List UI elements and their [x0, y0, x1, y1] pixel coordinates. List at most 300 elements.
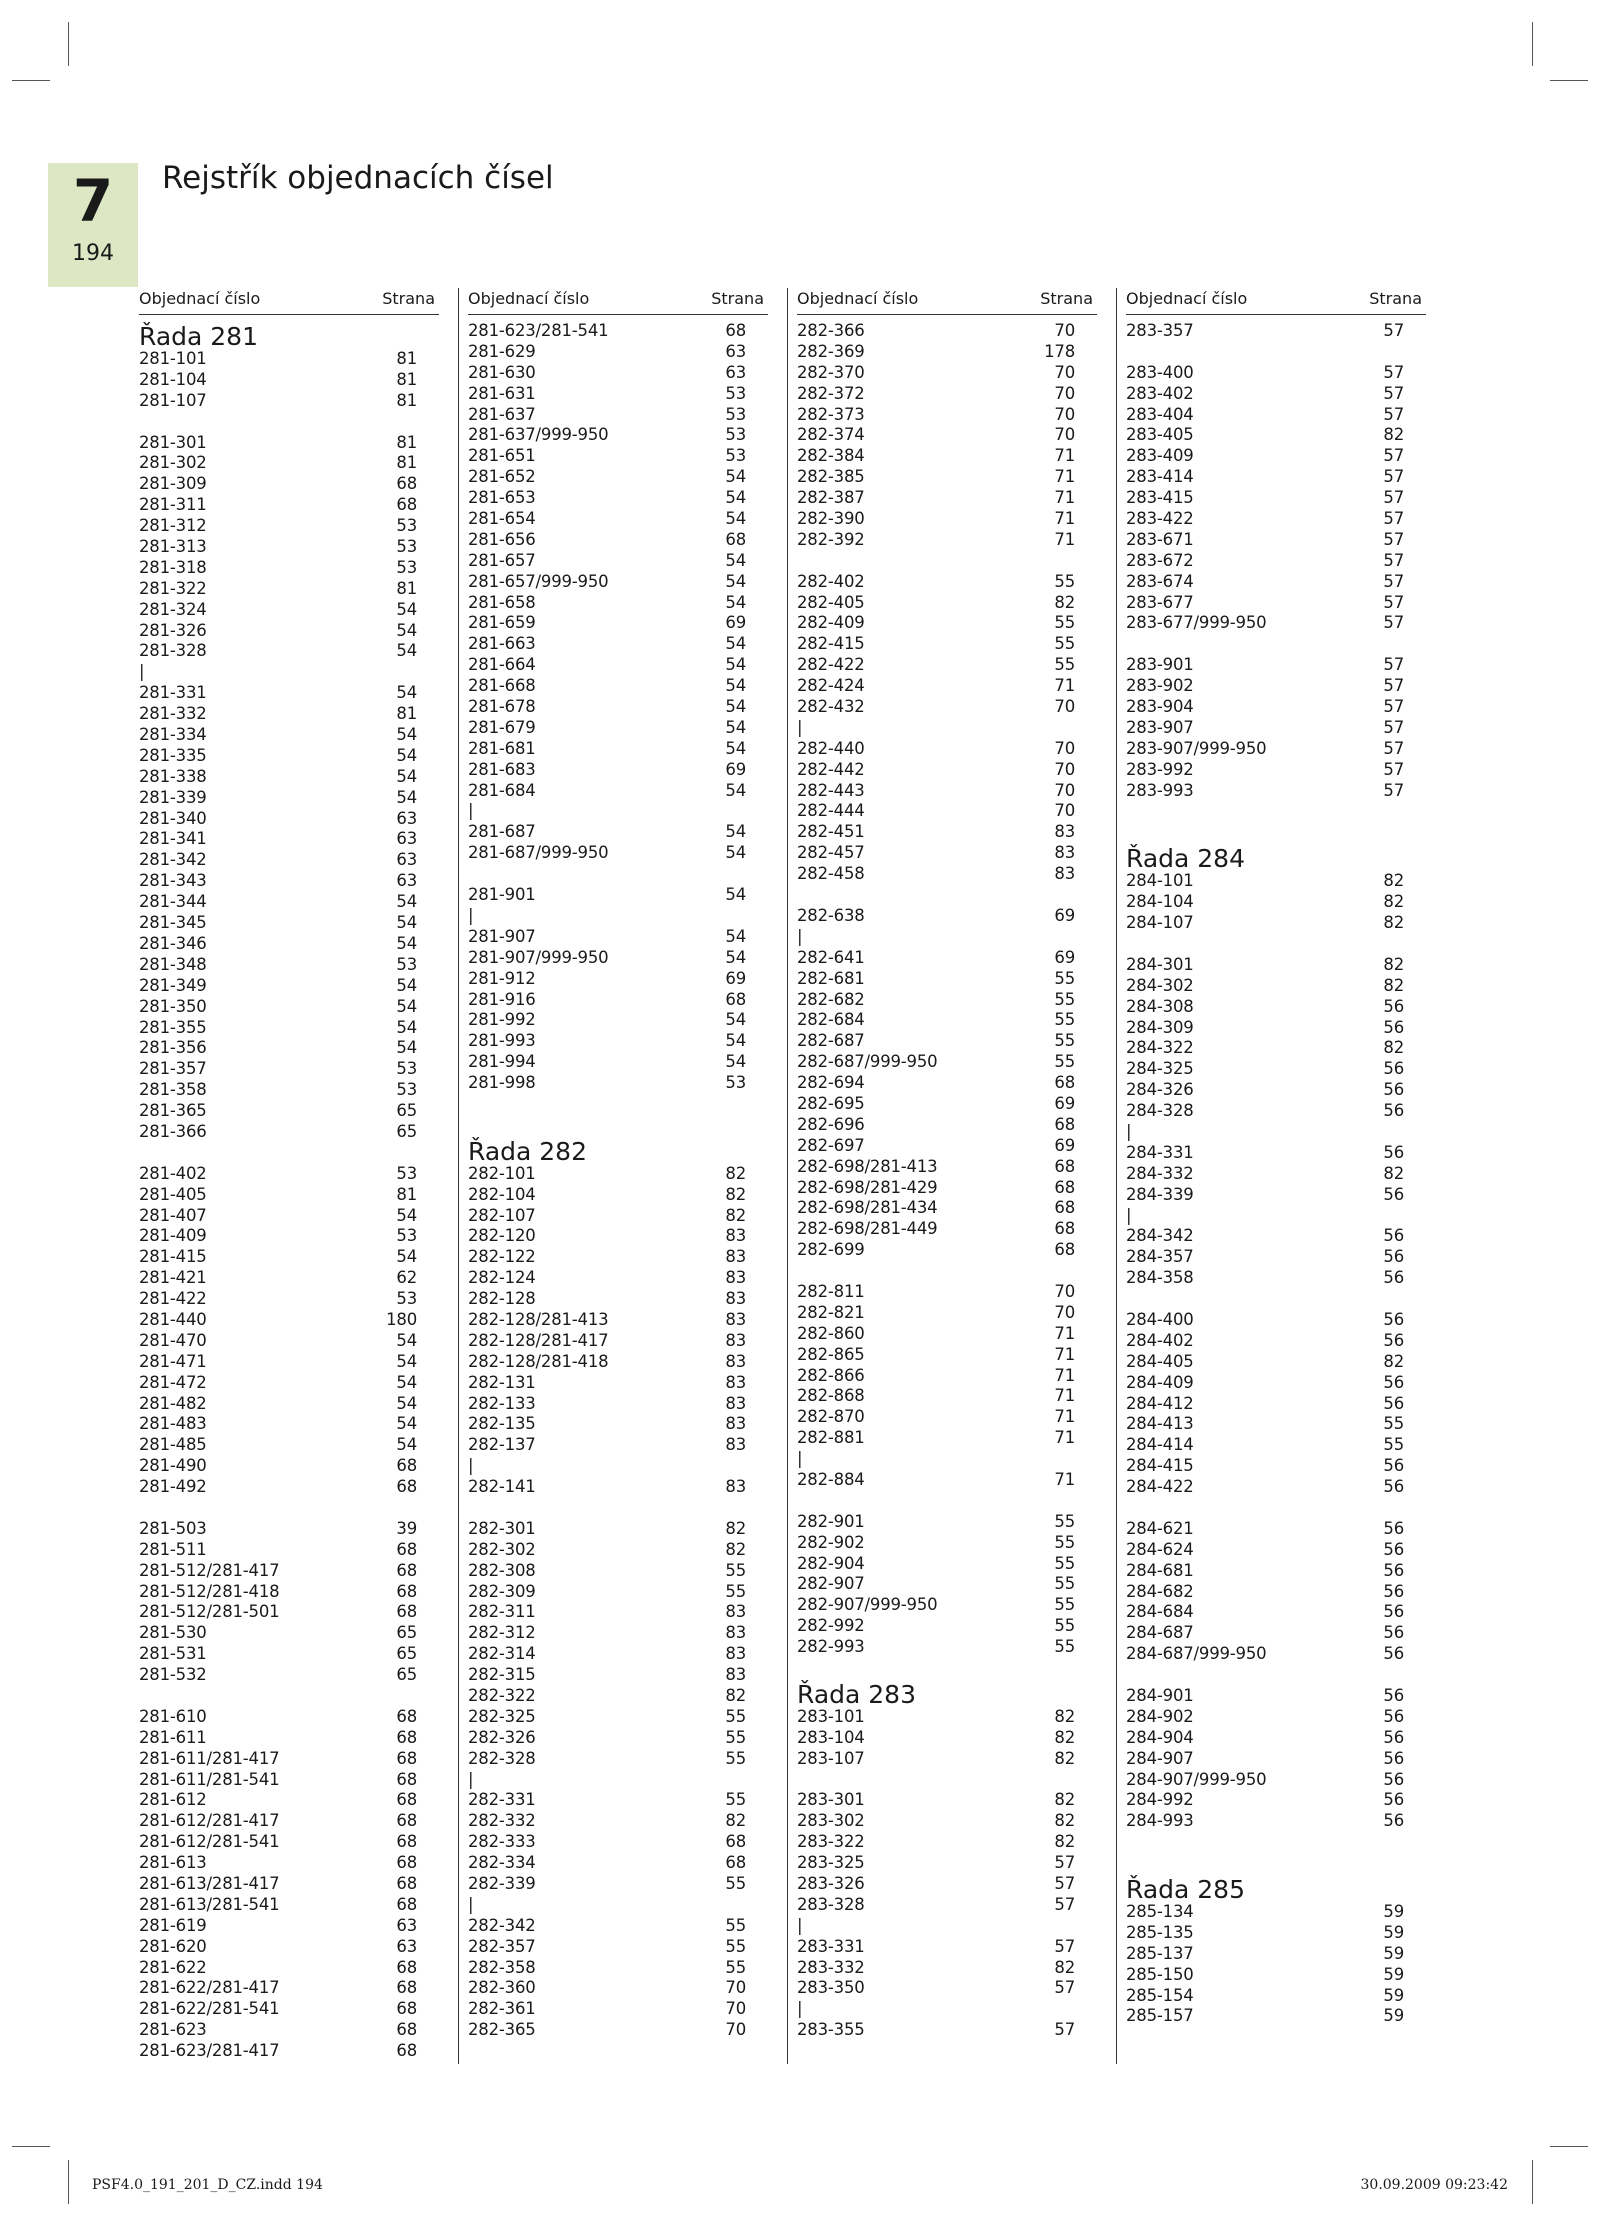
- page-ref: 56: [1383, 1623, 1404, 1643]
- order-number: 284-405: [1126, 1351, 1194, 1371]
- order-number: 282-902: [797, 1532, 865, 1552]
- page-ref: 57: [1383, 362, 1404, 382]
- list-item: [1126, 1644, 1426, 1665]
- page-ref: 69: [725, 613, 746, 633]
- page-ref: 56: [1383, 1080, 1404, 1100]
- page-ref: 81: [396, 578, 417, 598]
- page-ref: 55: [1054, 1637, 1075, 1657]
- list-item: [797, 1937, 1097, 1958]
- order-number: 283-332: [797, 1957, 865, 1977]
- order-number: 282-124: [468, 1268, 536, 1288]
- list-item: [468, 425, 768, 446]
- spacer: [139, 1143, 439, 1164]
- page-ref: 55: [725, 1874, 746, 1894]
- list-item: [797, 1136, 1097, 1157]
- order-number: 282-104: [468, 1184, 536, 1204]
- page-ref: 59: [1383, 1964, 1404, 1984]
- list-item: [468, 1561, 768, 1582]
- list-item: [468, 1206, 768, 1227]
- column-header: [468, 284, 768, 315]
- order-number: 281-470: [139, 1330, 207, 1350]
- list-item: [1126, 1038, 1426, 1059]
- list-item: [468, 1352, 768, 1373]
- page-ref: 55: [1383, 1414, 1404, 1434]
- page-ref: 57: [1054, 1894, 1075, 1914]
- order-number: 281-355: [139, 1017, 207, 1037]
- order-number: 281-326: [139, 620, 207, 640]
- list-item: [1126, 488, 1426, 509]
- list-item: [1126, 1582, 1426, 1603]
- order-number: 283-414: [1126, 467, 1194, 487]
- list-item: [797, 990, 1097, 1011]
- list-item: [797, 509, 1097, 530]
- page-ref: [417, 662, 439, 683]
- order-number: 284-413: [1126, 1414, 1194, 1434]
- order-number: 282-432: [797, 697, 865, 717]
- order-number: 281-907: [468, 926, 536, 946]
- order-number: 281-322: [139, 578, 207, 598]
- page-ref: [1075, 927, 1097, 948]
- list-item: [139, 1289, 439, 1310]
- list-item: [468, 613, 768, 634]
- order-number: 281-622/281-541: [139, 1999, 280, 2019]
- list-item: [1126, 1728, 1426, 1749]
- page-ref: 82: [1054, 1706, 1075, 1726]
- page-ref: 57: [1054, 1978, 1075, 1998]
- order-number: 284-302: [1126, 975, 1194, 995]
- list-item: [139, 662, 439, 683]
- order-number: 284-322: [1126, 1038, 1194, 1058]
- page-ref: 54: [396, 913, 417, 933]
- list-item: [139, 1644, 439, 1665]
- page-ref: 71: [1054, 1365, 1075, 1385]
- page-ref: 81: [396, 1184, 417, 1204]
- list-item: [797, 1574, 1097, 1595]
- list-item: [1126, 1623, 1426, 1644]
- order-number: 281-405: [139, 1184, 207, 1204]
- list-item: [1126, 1247, 1426, 1268]
- page-ref: 68: [725, 989, 746, 1009]
- list-item: [139, 725, 439, 746]
- order-number: 282-137: [468, 1435, 536, 1455]
- list-item: [468, 321, 768, 342]
- list-item: [139, 349, 439, 370]
- index-list: [139, 315, 439, 2062]
- spacer: [1126, 822, 1426, 843]
- page-ref: 70: [1054, 383, 1075, 403]
- list-item: [139, 704, 439, 725]
- order-number: 284-422: [1126, 1477, 1194, 1497]
- list-item: [468, 822, 768, 843]
- page-ref: 70: [1054, 425, 1075, 445]
- column-header-page: Strana: [711, 289, 764, 308]
- page-ref: 54: [725, 717, 746, 737]
- order-number: 281-620: [139, 1936, 207, 1956]
- page-ref: 82: [725, 1205, 746, 1225]
- order-number: 281-512/281-417: [139, 1560, 280, 1580]
- list-item: [797, 718, 1097, 739]
- page-ref: 82: [1054, 1957, 1075, 1977]
- page-ref: 70: [1054, 1302, 1075, 1322]
- page-ref: 68: [396, 2020, 417, 2040]
- page-ref: 57: [1383, 738, 1404, 758]
- order-number: 282-339: [468, 1874, 536, 1894]
- order-number: 281-683: [468, 759, 536, 779]
- page-ref: 57: [1383, 446, 1404, 466]
- list-item: [139, 788, 439, 809]
- spacer: [1126, 1665, 1426, 1686]
- page-ref: 68: [1054, 1114, 1075, 1134]
- page-ref: 54: [725, 843, 746, 863]
- order-number: 282-322: [468, 1686, 536, 1705]
- list-item: [139, 474, 439, 495]
- page-ref: 68: [396, 1748, 417, 1768]
- order-number: 281-613/281-541: [139, 1894, 280, 1914]
- order-number: 281-687/999-950: [468, 843, 609, 863]
- list-item: [468, 801, 768, 822]
- page-ref: 82: [1383, 913, 1404, 933]
- list-item: [797, 1916, 1097, 1937]
- list-item: [139, 997, 439, 1018]
- list-item: [797, 1198, 1097, 1219]
- list-item: [1126, 1770, 1426, 1791]
- order-number: 281-318: [139, 557, 207, 577]
- order-number: |: [1126, 1121, 1132, 1141]
- order-number: 283-322: [797, 1832, 865, 1852]
- page-ref: 69: [725, 968, 746, 988]
- list-item: [139, 1185, 439, 1206]
- list-item: [139, 1373, 439, 1394]
- list-item: [468, 1749, 768, 1770]
- order-number: 283-405: [1126, 425, 1194, 445]
- list-item: [1126, 1018, 1426, 1039]
- page-ref: 82: [1054, 1727, 1075, 1747]
- order-number: 282-131: [468, 1372, 536, 1392]
- spacer: [797, 1770, 1097, 1791]
- list-item: [139, 558, 439, 579]
- order-number: 282-128: [468, 1289, 536, 1309]
- order-number: 281-324: [139, 599, 207, 619]
- page-ref: 54: [396, 1330, 417, 1350]
- list-item: [139, 1623, 439, 1644]
- index-column: [139, 284, 439, 2062]
- order-number: 281-492: [139, 1477, 207, 1497]
- list-item: [468, 1226, 768, 1247]
- order-number: 281-407: [139, 1205, 207, 1225]
- order-number: 283-992: [1126, 759, 1194, 779]
- list-item: [797, 1428, 1097, 1449]
- order-number: 282-357: [468, 1936, 536, 1956]
- page-ref: 68: [396, 1769, 417, 1789]
- order-number: |: [468, 1769, 474, 1789]
- page-ref: 68: [725, 1832, 746, 1852]
- list-item: [139, 850, 439, 871]
- list-item: [139, 1247, 439, 1268]
- page-ref: 55: [725, 1560, 746, 1580]
- page-ref: 70: [1054, 321, 1075, 340]
- page-ref: [746, 801, 768, 822]
- page-ref: 82: [1054, 1832, 1075, 1852]
- list-item: [139, 1435, 439, 1456]
- spacer: [797, 885, 1097, 906]
- order-number: 281-678: [468, 697, 536, 717]
- spacer: [1126, 1832, 1426, 1853]
- order-number: 282-326: [468, 1727, 536, 1747]
- list-item: [468, 760, 768, 781]
- page-ref: 63: [396, 871, 417, 891]
- list-item: [139, 1582, 439, 1603]
- list-item: [797, 1790, 1097, 1811]
- list-item: [468, 1010, 768, 1031]
- page-ref: 83: [725, 1665, 746, 1685]
- list-item: [468, 488, 768, 509]
- list-item: [797, 405, 1097, 426]
- order-number: 282-866: [797, 1365, 865, 1385]
- list-item: [468, 1289, 768, 1310]
- order-number: 281-907/999-950: [468, 947, 609, 967]
- page-ref: 70: [1054, 780, 1075, 800]
- order-number: 285-137: [1126, 1943, 1194, 1963]
- list-item: [1126, 1790, 1426, 1811]
- page-ref: 53: [725, 383, 746, 403]
- page-ref: 54: [725, 885, 746, 905]
- page-ref: 56: [1383, 1477, 1404, 1497]
- list-item: [468, 1456, 768, 1477]
- page-ref: 69: [1054, 1093, 1075, 1113]
- order-number: 281-916: [468, 989, 536, 1009]
- page-ref: 56: [1383, 1727, 1404, 1747]
- list-item: [1126, 1080, 1426, 1101]
- order-number: 282-331: [468, 1790, 536, 1810]
- page-ref: 68: [396, 474, 417, 494]
- order-number: 281-637/999-950: [468, 425, 609, 445]
- page-ref: 57: [1383, 676, 1404, 696]
- page-ref: 68: [396, 2041, 417, 2061]
- order-number: 281-338: [139, 766, 207, 786]
- list-item: [139, 892, 439, 913]
- list-item: [797, 1157, 1097, 1178]
- order-number: 284-993: [1126, 1811, 1194, 1831]
- page-ref: 53: [725, 425, 746, 445]
- list-item: [139, 913, 439, 934]
- page-ref: 71: [1054, 1344, 1075, 1364]
- order-number: |: [139, 662, 145, 682]
- page-ref: 68: [396, 1477, 417, 1497]
- page-ref: 63: [396, 1936, 417, 1956]
- page-ref: 71: [1054, 509, 1075, 529]
- list-item: [797, 1533, 1097, 1554]
- page-ref: 82: [725, 1184, 746, 1204]
- list-item: [797, 1728, 1097, 1749]
- order-number: 282-868: [797, 1386, 865, 1406]
- footer-file: PSF4.0_191_201_D_CZ.indd 194: [92, 2177, 323, 2193]
- list-item: [1126, 913, 1426, 934]
- page-ref: 59: [1383, 1922, 1404, 1942]
- page-ref: 56: [1383, 1184, 1404, 1204]
- page-ref: 54: [725, 676, 746, 696]
- page-ref: 56: [1383, 1706, 1404, 1726]
- order-number: 281-611/281-541: [139, 1769, 280, 1789]
- order-number: 284-325: [1126, 1059, 1194, 1079]
- list-item: [139, 1937, 439, 1958]
- list-item: [797, 948, 1097, 969]
- order-number: 281-313: [139, 537, 207, 557]
- order-number: |: [1126, 1205, 1132, 1225]
- page-ref: 83: [725, 1393, 746, 1413]
- order-number: 281-511: [139, 1539, 207, 1559]
- spacer: [468, 1094, 768, 1115]
- page-ref: 54: [396, 641, 417, 661]
- list-item: [468, 1268, 768, 1289]
- page-ref: 68: [396, 1999, 417, 2019]
- page-ref: 55: [1054, 1574, 1075, 1594]
- crop-mark: [68, 22, 69, 66]
- order-number: 282-141: [468, 1477, 536, 1497]
- crop-mark: [68, 2160, 69, 2204]
- page-ref: 54: [725, 550, 746, 570]
- list-item: [797, 1094, 1097, 1115]
- page-ref: 53: [396, 954, 417, 974]
- order-number: 283-404: [1126, 404, 1194, 424]
- order-number: 281-471: [139, 1351, 207, 1371]
- order-number: |: [468, 1456, 474, 1476]
- order-number: 282-369: [797, 341, 865, 361]
- page-ref: 83: [1054, 822, 1075, 842]
- list-item: [1126, 1394, 1426, 1415]
- list-item: [139, 1665, 439, 1686]
- page-ref: 83: [725, 1414, 746, 1434]
- order-number: 281-328: [139, 641, 207, 661]
- order-number: 281-993: [468, 1031, 536, 1051]
- order-number: 282-405: [797, 592, 865, 612]
- order-number: 283-107: [797, 1748, 865, 1768]
- order-number: 282-870: [797, 1407, 865, 1427]
- order-number: 281-629: [468, 341, 536, 361]
- order-number: 281-101: [139, 349, 207, 368]
- order-number: 282-384: [797, 446, 865, 466]
- page-ref: 56: [1383, 1142, 1404, 1162]
- page-ref: 83: [725, 1226, 746, 1246]
- list-item: [1126, 1456, 1426, 1477]
- list-item: [1126, 1540, 1426, 1561]
- order-number: 281-348: [139, 954, 207, 974]
- order-number: 281-657: [468, 550, 536, 570]
- list-item: [468, 906, 768, 927]
- list-item: [1126, 1185, 1426, 1206]
- order-number: 281-409: [139, 1226, 207, 1246]
- page-ref: 69: [1054, 1135, 1075, 1155]
- list-item: [468, 990, 768, 1011]
- list-item: [797, 760, 1097, 781]
- page-title: Rejstřík objednacích čísel: [162, 160, 554, 196]
- list-item: [468, 1331, 768, 1352]
- page-ref: 56: [1383, 1748, 1404, 1768]
- list-item: [797, 384, 1097, 405]
- page-ref: 54: [396, 683, 417, 703]
- page-ref: 55: [1054, 1616, 1075, 1636]
- page-ref: 54: [396, 620, 417, 640]
- list-item: [468, 1052, 768, 1073]
- list-item: [468, 1247, 768, 1268]
- page-ref: [746, 1895, 768, 1916]
- list-item: [797, 1999, 1097, 2020]
- order-number: 281-350: [139, 996, 207, 1016]
- list-item: [1126, 1122, 1426, 1143]
- list-item: [139, 1561, 439, 1582]
- order-number: 282-811: [797, 1281, 865, 1301]
- page-ref: [1075, 718, 1097, 739]
- list-item: [1126, 1268, 1426, 1289]
- list-item: [797, 1978, 1097, 1999]
- list-item: [468, 1185, 768, 1206]
- list-item: [468, 1665, 768, 1686]
- order-number: 282-387: [797, 488, 865, 508]
- list-item: [468, 676, 768, 697]
- list-item: [468, 1373, 768, 1394]
- page-ref: 71: [1054, 676, 1075, 696]
- order-number: 282-365: [468, 2020, 536, 2040]
- chapter-tab: [48, 163, 138, 287]
- list-item: [468, 697, 768, 718]
- column-header-code: Objednací číslo: [139, 289, 261, 308]
- list-item: [468, 1435, 768, 1456]
- page-ref: 59: [1383, 1943, 1404, 1963]
- order-number: 281-421: [139, 1268, 207, 1288]
- list-item: [468, 1937, 768, 1958]
- page-ref: 180: [386, 1309, 417, 1329]
- list-item: [1126, 1206, 1426, 1227]
- list-item: [1126, 997, 1426, 1018]
- page-ref: 54: [725, 738, 746, 758]
- list-item: [468, 363, 768, 384]
- page-ref: 65: [396, 1665, 417, 1685]
- order-number: 283-677/999-950: [1126, 613, 1267, 633]
- page-ref: 68: [396, 1790, 417, 1810]
- list-item: [468, 885, 768, 906]
- order-number: 282-698/281-429: [797, 1177, 938, 1197]
- page-ref: 55: [1054, 613, 1075, 633]
- order-number: 283-674: [1126, 571, 1194, 591]
- page-ref: 56: [1383, 1456, 1404, 1476]
- page-ref: 56: [1383, 1309, 1404, 1329]
- list-item: [468, 1164, 768, 1185]
- page-ref: 81: [396, 704, 417, 724]
- order-number: 282-884: [797, 1469, 865, 1489]
- page-ref: 54: [396, 1247, 417, 1267]
- list-item: [1126, 613, 1426, 634]
- order-number: 282-133: [468, 1393, 536, 1413]
- order-number: 284-331: [1126, 1142, 1194, 1162]
- order-number: 282-311: [468, 1602, 536, 1622]
- page-ref: 57: [1383, 571, 1404, 591]
- list-item: [468, 1874, 768, 1895]
- page-ref: 68: [1054, 1156, 1075, 1176]
- list-item: [797, 1707, 1097, 1728]
- list-item: [139, 1602, 439, 1623]
- order-number: 284-332: [1126, 1163, 1194, 1183]
- page-ref: 83: [725, 1623, 746, 1643]
- list-item: [468, 843, 768, 864]
- page-ref: 83: [725, 1477, 746, 1497]
- list-item: [1126, 655, 1426, 676]
- order-number: 282-641: [797, 947, 865, 967]
- order-number: 281-664: [468, 655, 536, 675]
- page-ref: 70: [1054, 801, 1075, 821]
- page-ref: [1075, 1916, 1097, 1937]
- page-ref: 63: [396, 808, 417, 828]
- list-item: [139, 1958, 439, 1979]
- series-heading: Řada 282: [468, 1136, 587, 1166]
